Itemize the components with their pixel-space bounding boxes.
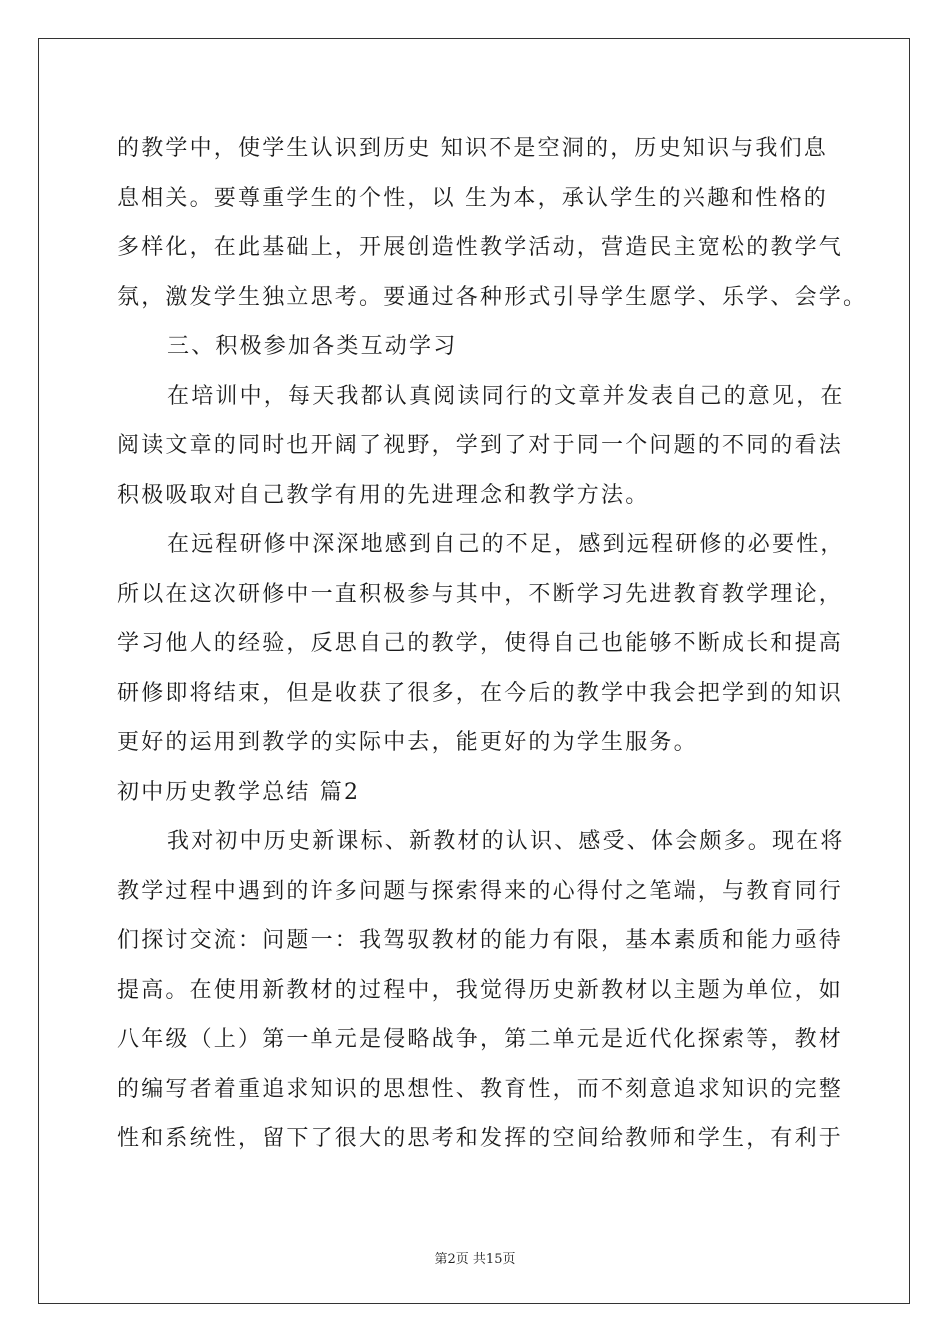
text-line: 我对初中历史新课标、新教材的认识、感受、体会颇多。现在将 bbox=[167, 829, 845, 854]
text-line: 在远程研修中深深地感到自己的不足，感到远程研修的必要性， bbox=[167, 532, 845, 557]
text-line: 教学过程中遇到的许多问题与探索得来的心得付之笔端，与教育同行 bbox=[117, 878, 844, 904]
text-line: 学习他人的经验，反思自己的教学，使得自己也能够不断成长和提高 bbox=[117, 631, 844, 656]
text-line: 提高。在使用新教材的过程中，我觉得历史新教材以主题为单位，如 bbox=[117, 977, 844, 1003]
document-body bbox=[117, 124, 868, 1164]
text-line: 在培训中，每天我都认真阅读同行的文章并发表自己的意见，在 bbox=[167, 383, 845, 409]
text-line: 积极吸取对自己教学有用的先进理念和教学方法。 bbox=[117, 482, 650, 508]
text-line: 的教学中，使学生认识到历史 知识不是空洞的，历史知识与我们息 bbox=[117, 136, 828, 161]
text-line: 性和系统性，留下了很大的思考和发挥的空间给教师和学生，有利于 bbox=[117, 1126, 844, 1151]
text-line: 研修即将结束，但是收获了很多，在今后的教学中我会把学到的知识 bbox=[117, 680, 844, 706]
text-line: 阅读文章的同时也开阔了视野，学到了对于同一个问题的不同的看法 bbox=[117, 433, 844, 458]
text-line: 息相关。要尊重学生的个性，以 生为本，承认学生的兴趣和性格的 bbox=[117, 185, 828, 211]
text-line: 所以在这次研修中一直积极参与其中，不断学习先进教育教学理论， bbox=[117, 581, 844, 607]
page-number-footer: 第2页 共15页 bbox=[434, 1252, 516, 1267]
text-line: 多样化，在此基础上，开展创造性教学活动，营造民主宽松的教学气 bbox=[117, 235, 844, 260]
text-line: 初中历史教学总结 篇2 bbox=[117, 779, 361, 805]
text-line: 三、积极参加各类互动学习 bbox=[167, 334, 458, 359]
text-line: 氛，激发学生独立思考。要通过各种形式引导学生愿学、乐学、会学。 bbox=[117, 284, 868, 310]
text-line: 们探讨交流：问题一：我驾驭教材的能力有限，基本素质和能力亟待 bbox=[117, 928, 844, 953]
text-line: 八年级（上）第一单元是侵略战争，第二单元是近代化探索等，教材 bbox=[117, 1027, 844, 1052]
text-line: 的编写者着重追求知识的思想性、教育性，而不刻意追求知识的完整 bbox=[117, 1076, 844, 1102]
text-line: 更好的运用到教学的实际中去，能更好的为学生服务。 bbox=[117, 730, 698, 755]
